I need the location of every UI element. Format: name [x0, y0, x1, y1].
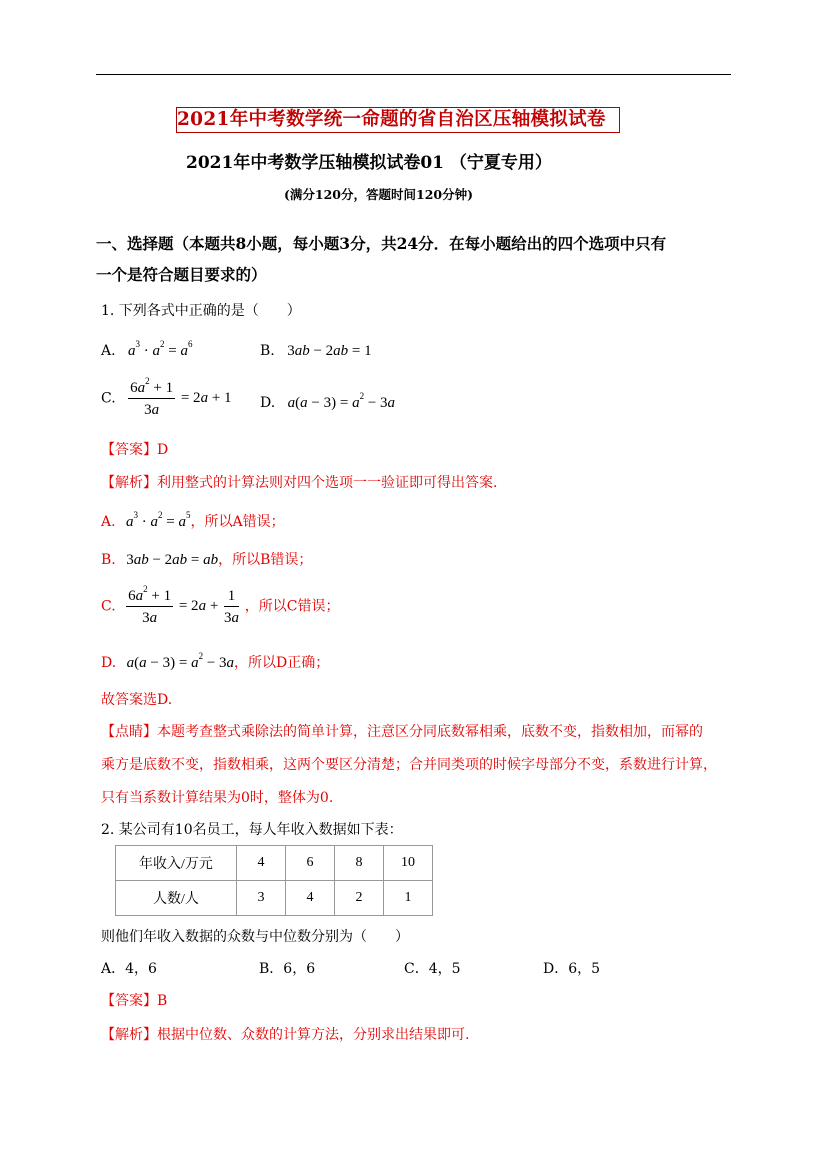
solution-a-tail: ，所以A错误； — [190, 514, 285, 530]
option-c-formula: $\frac{6a^2 + 1}{3a}$ = 2a + 1 — [130, 376, 232, 418]
option-a-label: A. — [101, 343, 116, 359]
table-cell: 人数/人 — [116, 881, 237, 916]
solution-c-formula: $\frac{6a^2 + 1}{3a}$ = 2a + $\frac{1}{3a}$ — [128, 584, 240, 626]
q1-solution-b — [101, 551, 312, 569]
solution-c-tail: ，所以C错误； — [244, 598, 340, 615]
fraction: $\frac{1}{3a}$ — [224, 588, 240, 626]
option-c-label: C. — [101, 390, 116, 407]
option-b-formula: 3ab − 2ab = 1 — [287, 343, 372, 359]
banner-title: 2021年中考数学统一命题的省自治区压轴模拟试卷 — [177, 109, 606, 130]
table-cell: 8 — [335, 846, 384, 881]
table-cell: 6 — [286, 846, 335, 881]
q2-option-d: D．6，5 — [543, 961, 601, 977]
table-cell: 4 — [286, 881, 335, 916]
q1-solution-d — [101, 651, 330, 672]
solution-d-label: D. — [101, 655, 117, 671]
table-cell: 4 — [237, 846, 286, 881]
section-heading-line2: 一个是符合题目要求的） — [96, 265, 267, 284]
q1-solution-a — [101, 510, 285, 531]
table-cell: 10 — [384, 846, 433, 881]
q1-answer: 【答案】D — [101, 442, 169, 458]
q1-note-line1: 【点睛】本题考查整式乘除法的简单计算，注意区分同底数幂相乘，底数不变，指数相加，而幂的 — [101, 724, 703, 740]
table-row — [116, 846, 433, 881]
q2-answer: 【答案】B — [101, 993, 168, 1009]
q2-stem: 2. 某公司有10名员工，每人年收入数据如下表： — [101, 822, 403, 838]
option-d-formula: $a(a - 3) = a^2 - 3a$ — [287, 391, 396, 411]
q2-option-b: B．6，6 — [259, 961, 316, 977]
q1-analysis: 【解析】利用整式的计算法则对四个选项一一验证即可得出答案. — [101, 475, 498, 491]
q1-option-a — [101, 339, 193, 360]
solution-b-tail: ，所以B错误； — [218, 552, 313, 568]
q2-analysis: 【解析】根据中位数、众数的计算方法，分别求出结果即可. — [101, 1027, 470, 1043]
q1-stem: 1. 下列各式中正确的是（ ） — [101, 303, 301, 319]
solution-c-label: C. — [101, 598, 116, 615]
header-rule — [96, 74, 731, 75]
table-cell: 3 — [237, 881, 286, 916]
page-subtitle: (满分120分，答题时间120分钟) — [284, 187, 474, 202]
q1-note-line2: 乘方是底数不变，指数相乘，这两个要区分清楚；合并同类项的时候字母部分不变，系数进行计算， — [101, 757, 717, 773]
q1-conclusion: 故答案选D. — [101, 692, 173, 708]
table-cell: 年收入/万元 — [116, 846, 237, 881]
option-b-label: B. — [260, 343, 275, 359]
section-heading-line1: 一、选择题（本题共8小题，每小题3分，共24分．在每小题给出的四个选项中只有 — [96, 234, 667, 253]
solution-b-formula: 3ab − 2ab = ab — [126, 552, 219, 568]
page-title: 2021年中考数学压轴模拟试卷01 （宁夏专用） — [186, 153, 552, 173]
q2-option-a: A．4，6 — [101, 961, 157, 977]
solution-d-formula: $a(a - 3) = a^2 - 3a$ — [126, 651, 235, 671]
q1-option-d — [260, 391, 396, 412]
q1-note-line3: 只有当系数计算结果为0时，整体为0. — [101, 790, 334, 806]
fraction: $\frac{6a^2 + 1}{3a}$ — [130, 376, 174, 418]
option-a-formula: $a^3 \cdot a^2 = a^6$ — [128, 339, 193, 359]
income-table — [115, 845, 433, 916]
q1-option-c — [101, 376, 232, 418]
solution-a-formula: $a^3 \cdot a^2 = a^5$ — [126, 510, 191, 530]
table-row — [116, 881, 433, 916]
q1-solution-c — [101, 584, 340, 626]
solution-b-label: B. — [101, 552, 116, 568]
solution-a-label: A. — [101, 514, 116, 530]
solution-d-tail: ，所以D正确； — [234, 655, 330, 671]
table-cell: 2 — [335, 881, 384, 916]
q2-question: 则他们年收入数据的众数与中位数分别为（ ） — [101, 929, 409, 945]
table-cell: 1 — [384, 881, 433, 916]
option-d-label: D. — [260, 395, 276, 411]
q1-option-b — [260, 342, 372, 360]
fraction: $\frac{6a^2 + 1}{3a}$ — [128, 584, 172, 626]
q2-option-c: C．4，5 — [404, 961, 461, 977]
